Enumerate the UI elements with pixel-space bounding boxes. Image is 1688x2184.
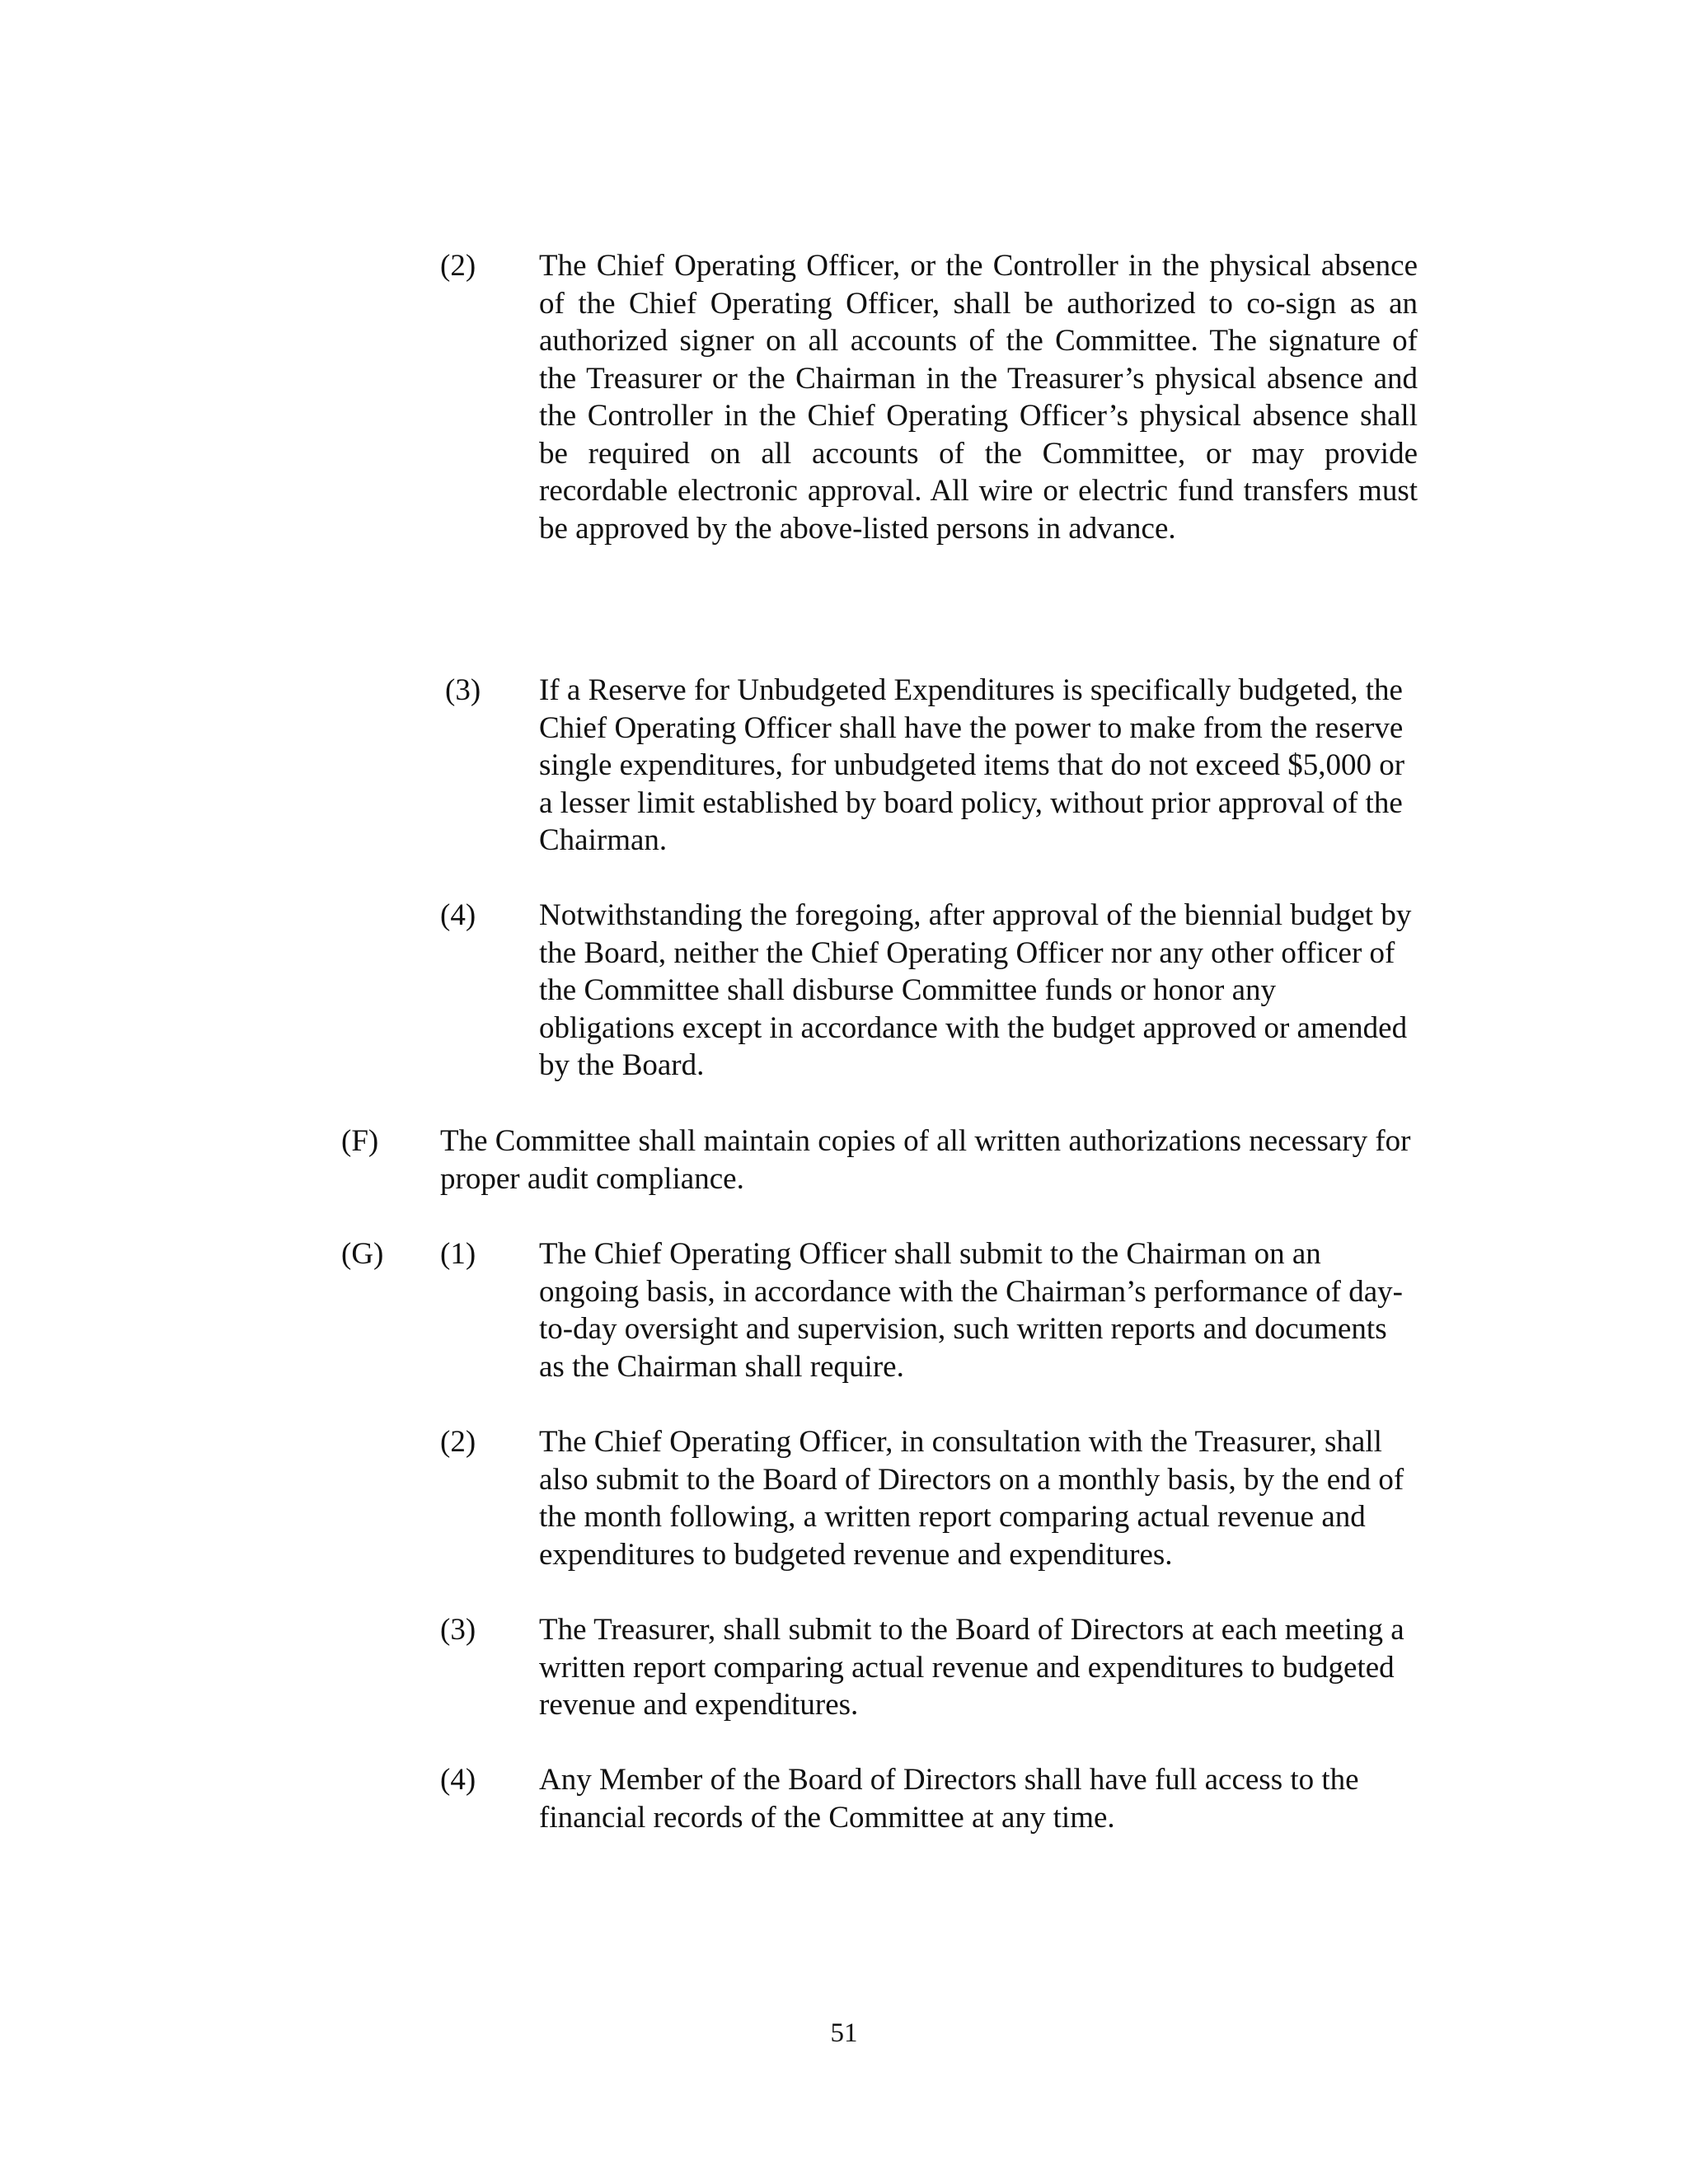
g-item-2-text: The Chief Operating Officer, in consultation with the Treasurer, shall also submit to the Board of Directors on a monthly basis, by the end of the month following, a written report comparing actual revenue and expenditures to budgeted revenue and expenditures. [539, 1425, 1404, 1572]
g-item-3-label: (3) [440, 1613, 476, 1647]
item-3-text: If a Reserve for Unbudgeted Expenditures is specifically budgeted, the Chief Operating Officer shall have the power to make from the reserve single expenditures, for unbudgeted items that do not exceed $5,000 or a lesser limit established by board policy, without prior approval of the Chairman. [539, 673, 1405, 857]
item-2-label: (2) [440, 249, 476, 283]
item-3-label: (3) [445, 673, 481, 707]
g-item-4-text: Any Member of the Board of Directors shall have full access to the financial records of the Committee at any time. [539, 1763, 1359, 1835]
section-f-label: (F) [341, 1124, 379, 1158]
g-item-3-text: The Treasurer, shall submit to the Board of Directors at each meeting a written report comparing actual revenue and expenditures to budgeted revenue and expenditures. [539, 1613, 1404, 1722]
section-g-label: (G) [341, 1237, 384, 1271]
item-2-text: The Chief Operating Officer, or the Controller in the physical absence of the Chief Operating Officer, shall be authorized to co-sign as an authorized signer on all accounts of the Committee. The signature of the Treasurer or the Chairman in the Treasurer’s physical absence and the Controller in the Chief Operating Officer’s physical absence shall be required on all accounts of the Committee, or may provide recordable electronic approval. All wire or electric fund transfers must be approved by the above-listed persons in advance. [539, 249, 1418, 546]
section-f-text: The Committee shall maintain copies of all written authorizations necessary for proper audit compliance. [440, 1124, 1411, 1196]
item-4-label: (4) [440, 898, 476, 932]
g-item-4-label: (4) [440, 1763, 476, 1797]
g-item-2-label: (2) [440, 1425, 476, 1459]
g-item-1-text: The Chief Operating Officer shall submit to the Chairman on an ongoing basis, in accordance with the Chairman’s performance of day-to-day oversight and supervision, such written reports and documents as the Chairman shall require. [539, 1237, 1403, 1384]
item-4-text: Notwithstanding the foregoing, after approval of the biennial budget by the Board, neither the Chief Operating Officer nor any other officer of the Committee shall disburse Committee funds or honor any obligations except in accordance with the budget approved or amended by the Board. [539, 898, 1412, 1082]
g-item-1-label: (1) [440, 1237, 476, 1271]
page-number: 51 [830, 2018, 858, 2048]
